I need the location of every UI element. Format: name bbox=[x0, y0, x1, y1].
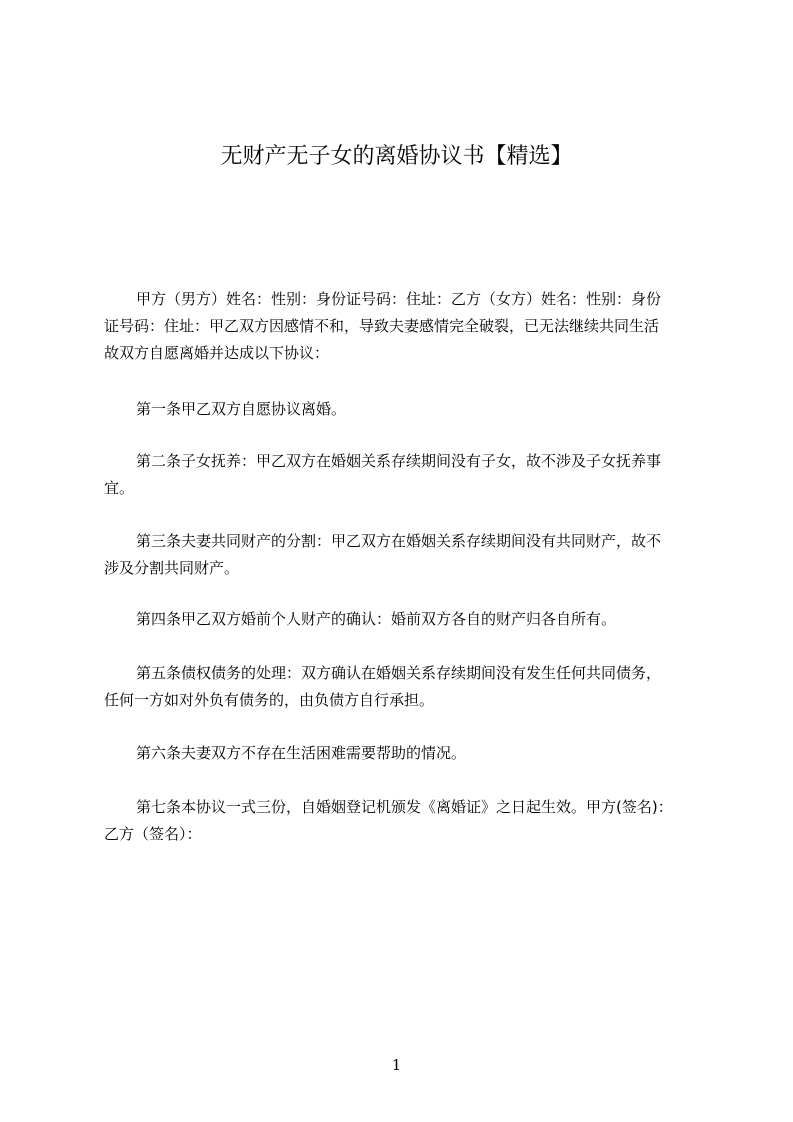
article-1 bbox=[104, 396, 704, 423]
article-5 bbox=[104, 660, 704, 714]
paragraph-line: 任何一方如对外负有债务的，由负债方自行承担。 bbox=[104, 691, 435, 709]
article-4 bbox=[104, 606, 704, 633]
paragraph-line: 宜。 bbox=[104, 479, 135, 497]
article-6 bbox=[104, 740, 704, 767]
article-3 bbox=[104, 528, 704, 582]
article-7 bbox=[104, 794, 704, 848]
paragraph-line: 第一条甲乙双方自愿协议离婚。 bbox=[136, 400, 347, 418]
paragraph-line: 第三条夫妻共同财产的分割：甲乙双方在婚姻关系存续期间没有共同财产，故不 bbox=[136, 532, 662, 550]
paragraph-line: 第二条子女抚养：甲乙双方在婚姻关系存续期间没有子女，故不涉及子女抚养事 bbox=[136, 452, 662, 470]
paragraph-line: 故双方自愿离婚并达成以下协议： bbox=[104, 344, 330, 362]
article-2 bbox=[104, 448, 704, 502]
paragraph-line: 涉及分割共同财产。 bbox=[104, 559, 240, 577]
page-number: 1 bbox=[391, 1056, 402, 1074]
paragraph-line: 乙方（签名）： bbox=[104, 825, 202, 843]
paragraph-line: 甲方（男方）姓名：性别：身份证号码：住址：乙方（女方）姓名：性别：身份 bbox=[136, 290, 662, 308]
paragraph-line: 第六条夫妻双方不存在生活困难需要帮助的情况。 bbox=[136, 744, 467, 762]
document-title: 无财产无子女的离婚协议书【精选】 bbox=[220, 144, 573, 169]
paragraph-line: 第四条甲乙双方婚前个人财产的确认：婚前双方各自的财产归各自所有。 bbox=[136, 610, 617, 628]
paragraph-line: 第五条债权债务的处理：双方确认在婚姻关系存续期间没有发生任何共同债务， bbox=[136, 664, 662, 682]
paragraph-line: 第七条本协议一式三份，自婚姻登记机颁发《离婚证》之日起生效。甲方(签名)： bbox=[136, 798, 673, 816]
intro-paragraph bbox=[104, 286, 704, 367]
paragraph-line: 证号码：住址：甲乙双方因感情不和，导致夫妻感情完全破裂，已无法继续共同生活 bbox=[104, 317, 660, 335]
